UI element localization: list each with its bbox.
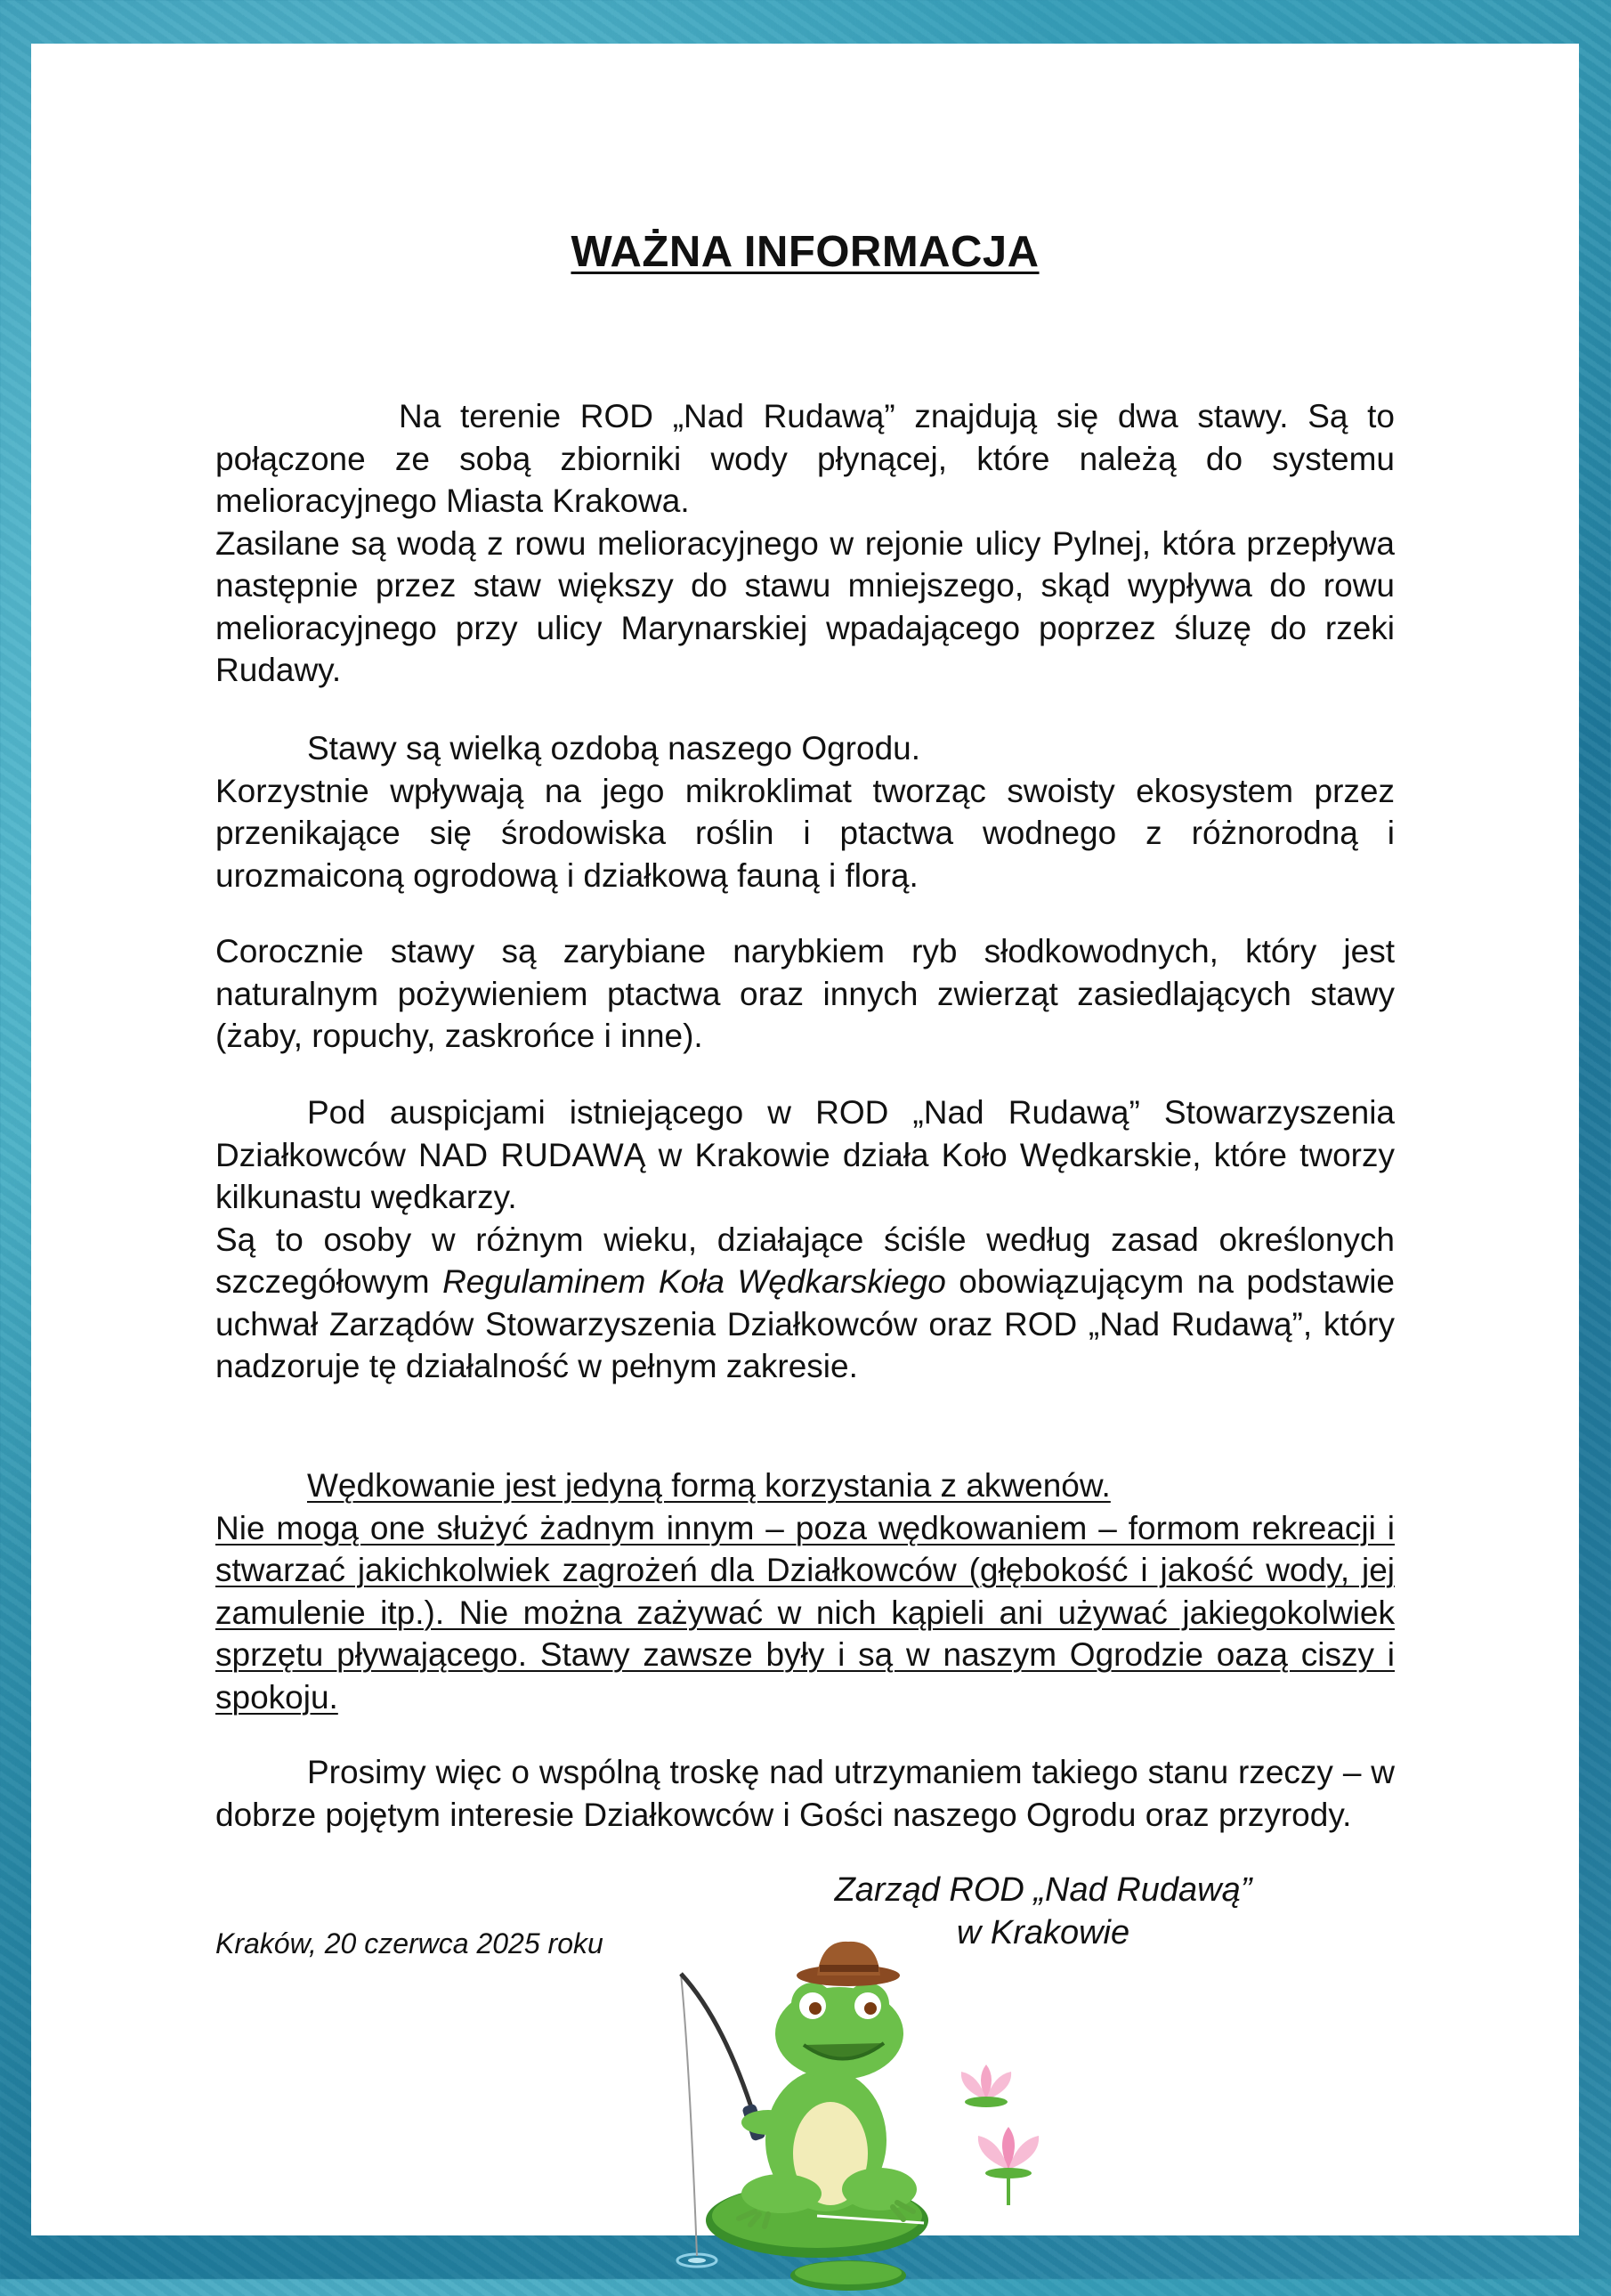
- section-ponds-description: [215, 395, 1395, 692]
- frog-pupil-left: [809, 2002, 822, 2015]
- section-rules: [215, 1464, 1395, 1718]
- paragraph-9: Nie mogą one służyć żadnym innym – poza wędkowaniem – formom rekreacji i stwarzać jakichkolwiek zagrożeń dla Działkowców (głębokość i jakość wody, jej zamulenie itp.). Nie można zażywać w nich kąpieli ani używać jakiegokolwiek sprzętu pływającego. Stawy zawsze były i są w naszym Ogrodzie oazą ciszy i spokoju.: [215, 1509, 1395, 1716]
- paragraph-2: Zasilane są wodą z rowu melioracyjnego w rejonie ulicy Pylnej, która przepływa następnie przez staw większy do stawu mniejszego, skąd wypływa do rowu melioracyjnego przy ulicy Marynarskiej wpadającego poprzez śluzę do rzeki Rudawy.: [215, 524, 1395, 688]
- lotus-flower-lower: [978, 2127, 1039, 2205]
- paragraph-8: Wędkowanie jest jedyną formą korzystania z akwenów.: [307, 1467, 1111, 1504]
- paragraph-8-wrap: [215, 1464, 1395, 1507]
- paragraph-9-wrap: [215, 1507, 1395, 1719]
- hat-band: [820, 1965, 878, 1972]
- fishing-line: [681, 1974, 697, 2256]
- paragraph-6: Pod auspicjami istniejącego w ROD „Nad Rudawą” Stowarzyszenia Działkowców NAD RUDAWĄ w Krakowie działa Koło Wędkarskie, które tworzy kilkunastu wędkarzy.: [215, 1094, 1395, 1215]
- frog-leg-left: [741, 2174, 822, 2213]
- water-ripple-inner: [688, 2258, 706, 2263]
- document-title: WAŻNA INFORMACJA: [571, 228, 1040, 276]
- paragraph-7-text-b: obowiązującym na podstawie uchwał Zarządów Stowarzyszenia Działkowców oraz ROD „Nad Rudawą”, który nadzoruje tę działalność w pełnym zakresie.: [215, 1263, 1395, 1384]
- regulation-title: Regulaminem Koła Wędkarskiego: [442, 1263, 946, 1300]
- section-angling-club: [215, 1091, 1395, 1388]
- paragraph-10: Prosimy więc o wspólną troskę nad utrzymaniem takiego stanu rzeczy – w dobrze pojętym interesie Działkowców i Gości naszego Ogrodu oraz przyrody.: [215, 1754, 1395, 1833]
- frog-fishing-illustration: [670, 1940, 1044, 2296]
- lotus-flower-upper: [961, 2065, 1011, 2107]
- small-lily-pad-top: [795, 2261, 902, 2284]
- signature-line-1: Zarząd ROD „Nad Rudawą”: [834, 1871, 1252, 1909]
- section-request: [215, 1751, 1395, 1836]
- paragraph-7-text-a: Są to osoby w różnym wieku, działające ściśle według zasad określonych szczegółowym: [215, 1221, 1395, 1300]
- document-page: [31, 44, 1579, 2235]
- place-and-date: Kraków, 20 czerwca 2025 roku: [215, 1927, 603, 1959]
- paragraph-3: Stawy są wielką ozdobą naszego Ogrodu.: [307, 730, 921, 767]
- fishing-rod: [681, 1974, 755, 2118]
- paragraph-1: Na terenie ROD „Nad Rudawą” znajdują się dwa stawy. Są to połączone ze sobą zbiorniki wody płynącej, które należą do systemu melioracyjnego Miasta Krakowa.: [215, 398, 1395, 519]
- paragraph-4: Korzystnie wpływają na jego mikroklimat tworząc swoisty ekosystem przez przenikające się środowiska roślin i ptactwa wodnego z różnorodną i urozmaiconą ogrodową i działkową fauną i florą.: [215, 772, 1395, 894]
- signature-line-2: w Krakowie: [956, 1914, 1130, 1951]
- frog-pupil-right: [864, 2002, 877, 2015]
- frog-arm: [741, 2110, 795, 2135]
- paragraph-7: [215, 1219, 1395, 1388]
- section-stocking: [215, 930, 1395, 1058]
- section-ponds-ornament: [215, 727, 1395, 896]
- paragraph-5: Corocznie stawy są zarybiane narybkiem ryb słodkowodnych, który jest naturalnym pożywieniem ptactwa oraz innych zwierząt zasiedlających stawy (żaby, ropuchy, zaskrońce i inne).: [215, 933, 1395, 1054]
